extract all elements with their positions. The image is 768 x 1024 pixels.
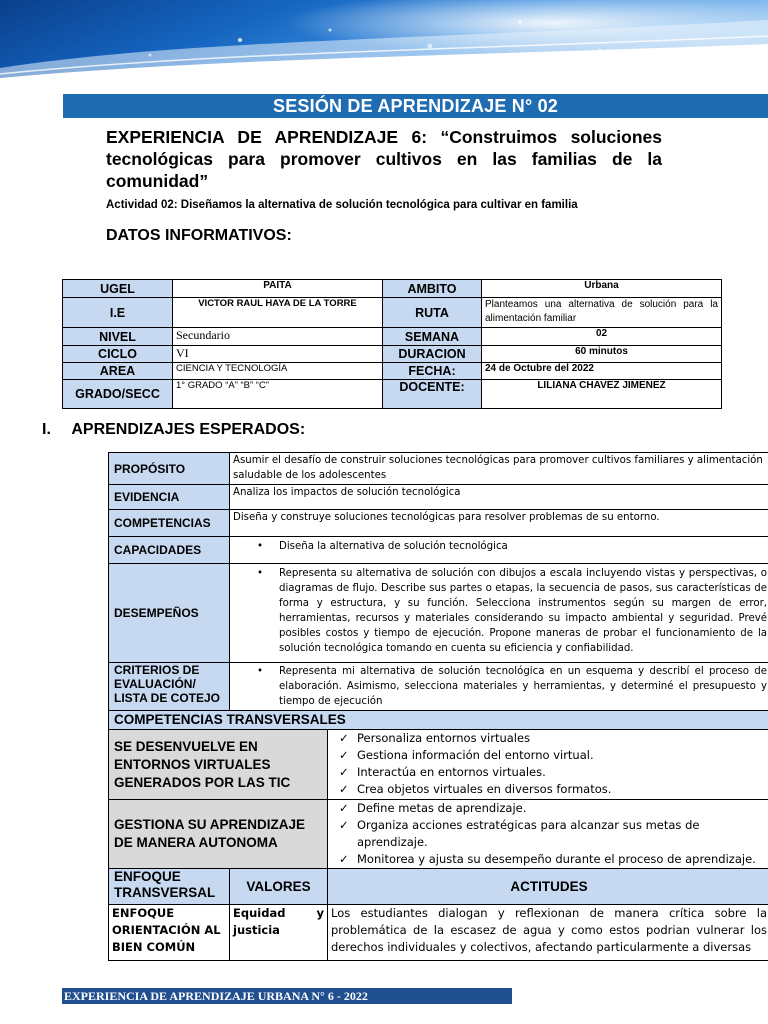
grado-value: 1° GRADO “A” “B” “C” (173, 380, 383, 409)
activity-line: Actividad 02: Diseñamos la alternativa de solución tecnológica para cultivar en familia (106, 199, 578, 211)
gestiona-item-text: Define metas de aprendizaje. (357, 801, 527, 815)
semana-label: SEMANA (383, 328, 482, 346)
tic-item-text: Interactúa en entornos virtuales. (357, 765, 546, 779)
ugel-label: UGEL (63, 280, 173, 298)
section-title: APRENDIZAJES ESPERADOS: (71, 421, 306, 438)
desempenos-cell (230, 564, 768, 663)
proposito-value: Asumir el desafío de construir soluciones tecnológicas para promover cultivos familiares y alimentación saludable de los adolescentes (230, 453, 768, 485)
capacidades-row (109, 537, 768, 564)
criterios-row (109, 663, 768, 711)
gestiona-row (109, 800, 768, 869)
competencias-row (109, 510, 768, 537)
tic-item (339, 764, 767, 781)
enfoque-row (109, 905, 768, 961)
fecha-value: 24 de Octubre del 2022 (482, 363, 722, 380)
valor-value: Equidad y justicia (230, 905, 328, 961)
datos-row-area (63, 363, 722, 380)
ruta-value: Planteamos una alternativa de solución para la alimentación familiar (482, 298, 722, 328)
criterios-label: CRITERIOS DE EVALUACIÓN/ LISTA DE COTEJO (109, 663, 230, 711)
capacidades-label: CAPACIDADES (109, 537, 230, 564)
ambito-value: Urbana (482, 280, 722, 298)
enfoque-header-row (109, 869, 768, 905)
criterios-value: Representa mi alternativa de solución tecnológica en un esquema y describí el proceso de elaboración. Asimismo, selecciona materiales y herramientas, y determiné el presupuesto y tiempo de ejecución (279, 666, 768, 707)
evidencia-label: EVIDENCIA (109, 485, 230, 510)
tic-item-text: Personaliza entornos virtuales (357, 731, 531, 745)
header-banner (0, 0, 768, 92)
datos-heading: DATOS INFORMATIVOS: (106, 227, 292, 244)
gestiona-item-text: Monitorea y ajusta su desempeño durante el proceso de aprendizaje. (357, 852, 756, 866)
banner-graphic (0, 0, 768, 92)
ambito-label: AMBITO (383, 280, 482, 298)
docente-label: DOCENTE: (383, 380, 482, 409)
enfoque-label: ENFOQUE TRANSVERSAL (109, 869, 230, 905)
tic-item-text: Crea objetos virtuales en diversos formatos. (357, 782, 612, 796)
competencias-label: COMPETENCIAS (109, 510, 230, 537)
transversales-label: COMPETENCIAS TRANSVERSALES (109, 711, 768, 730)
ie-label: I.E (63, 298, 173, 328)
gestiona-item (339, 851, 767, 868)
aprendizajes-table (108, 452, 768, 961)
criterios-item (257, 664, 768, 709)
proposito-row (109, 453, 768, 485)
tic-item-text: Gestiona información del entorno virtual. (357, 748, 594, 762)
datos-row-ie (63, 298, 722, 328)
ciclo-label: CICLO (63, 346, 173, 363)
desempenos-item (257, 566, 768, 656)
evidencia-value: Analiza los impactos de solución tecnológica (230, 485, 768, 510)
gestiona-list (331, 800, 767, 868)
desempenos-label: DESEMPEÑOS (109, 564, 230, 663)
tic-row (109, 730, 768, 800)
valores-label: VALORES (230, 869, 328, 905)
bullet-icon: • (257, 568, 264, 579)
bullet-icon: • (257, 666, 264, 677)
checkmark-icon: ✓ (339, 731, 349, 745)
enfoque-name: ENFOQUE ORIENTACIÓN AL BIEN COMÚN (109, 905, 230, 961)
actitudes-label: ACTITUDES (328, 869, 768, 905)
checkmark-icon: ✓ (339, 782, 349, 796)
gestiona-label: GESTIONA SU APRENDIZAJE DE MANERA AUTONOMA (109, 800, 328, 869)
gestiona-cell (328, 800, 768, 869)
semana-value: 02 (482, 328, 722, 346)
datos-row-ugel (63, 280, 722, 298)
datos-table (62, 279, 722, 409)
datos-row-nivel (63, 328, 722, 346)
duracion-label: DURACION (383, 346, 482, 363)
ie-value: VICTOR RAUL HAYA DE LA TORRE (173, 298, 383, 328)
tic-item (339, 730, 767, 747)
docente-value: LILIANA CHAVEZ JIMENEZ (482, 380, 722, 409)
tic-item (339, 781, 767, 798)
desempenos-row (109, 564, 768, 663)
duracion-value: 60 minutos (482, 346, 722, 363)
gestiona-item (339, 817, 767, 851)
gestiona-item-text: Organiza acciones estratégicas para alcanzar sus metas de aprendizaje. (357, 818, 700, 849)
competencias-value: Diseña y construye soluciones tecnológicas para resolver problemas de su entorno. (230, 510, 768, 537)
area-value: CIENCIA Y TECNOLOGÍA (173, 363, 383, 380)
ciclo-value: VI (173, 346, 383, 363)
capacidades-cell (230, 537, 768, 564)
actitud-value: Los estudiantes dialogan y reflexionan de manera crítica sobre la problemática de la escasez de agua y como estos podrian vulnerar los derechos individuales y colectivos, afectando particularmente a diversas (328, 905, 768, 961)
section-heading (42, 421, 305, 439)
datos-row-grado (63, 380, 722, 409)
ruta-label: RUTA (383, 298, 482, 328)
checkmark-icon: ✓ (339, 748, 349, 762)
nivel-value: Secundario (173, 328, 383, 346)
ugel-value: PAITA (173, 280, 383, 298)
evidencia-row (109, 485, 768, 510)
capacidades-item (257, 539, 767, 554)
tic-item (339, 747, 767, 764)
grado-label: GRADO/SECC (63, 380, 173, 409)
fecha-label: FECHA: (383, 363, 482, 380)
checkmark-icon: ✓ (339, 765, 349, 779)
footer-bar: EXPERIENCIA DE APRENDIZAJE URBANA N° 6 - 2022 (62, 988, 512, 1004)
checkmark-icon: ✓ (339, 818, 349, 832)
tic-list (331, 730, 767, 798)
criterios-cell (230, 663, 768, 711)
desempenos-value: Representa su alternativa de solución con dibujos a escala incluyendo vistas y perspectivas, o diagramas de flujo. Describe sus partes o etapas, la secuencia de pasos, sus características de forma y estructura, y su función. Selecciona instrumentos según su margen de error, herramientas, recursos y materiales considerando su impacto ambiental y seguridad. Prevé posibles costos y tiempo de ejecución. Propone maneras de probar el funcionamiento de la solución tecnológica tomando en cuenta su eficiencia y confiabilidad. (279, 568, 768, 654)
area-label: AREA (63, 363, 173, 380)
tic-label: SE DESENVUELVE EN ENTORNOS VIRTUALES GENERADOS POR LAS TIC (109, 730, 328, 800)
bullet-icon: • (257, 541, 264, 552)
gestiona-item (339, 800, 767, 817)
section-number: I. (42, 421, 51, 438)
capacidades-value: Diseña la alternativa de solución tecnológica (279, 541, 508, 552)
tic-cell (328, 730, 768, 800)
transversales-row (109, 711, 768, 730)
datos-row-ciclo (63, 346, 722, 363)
checkmark-icon: ✓ (339, 852, 349, 866)
nivel-label: NIVEL (63, 328, 173, 346)
session-title: SESIÓN DE APRENDIZAJE N° 02 (63, 94, 768, 118)
experience-title: EXPERIENCIA DE APRENDIZAJE 6: “Construimos soluciones tecnológicas para promover cultivos en las familias de la comunidad” (106, 127, 662, 191)
checkmark-icon: ✓ (339, 801, 349, 815)
proposito-label: PROPÓSITO (109, 453, 230, 485)
